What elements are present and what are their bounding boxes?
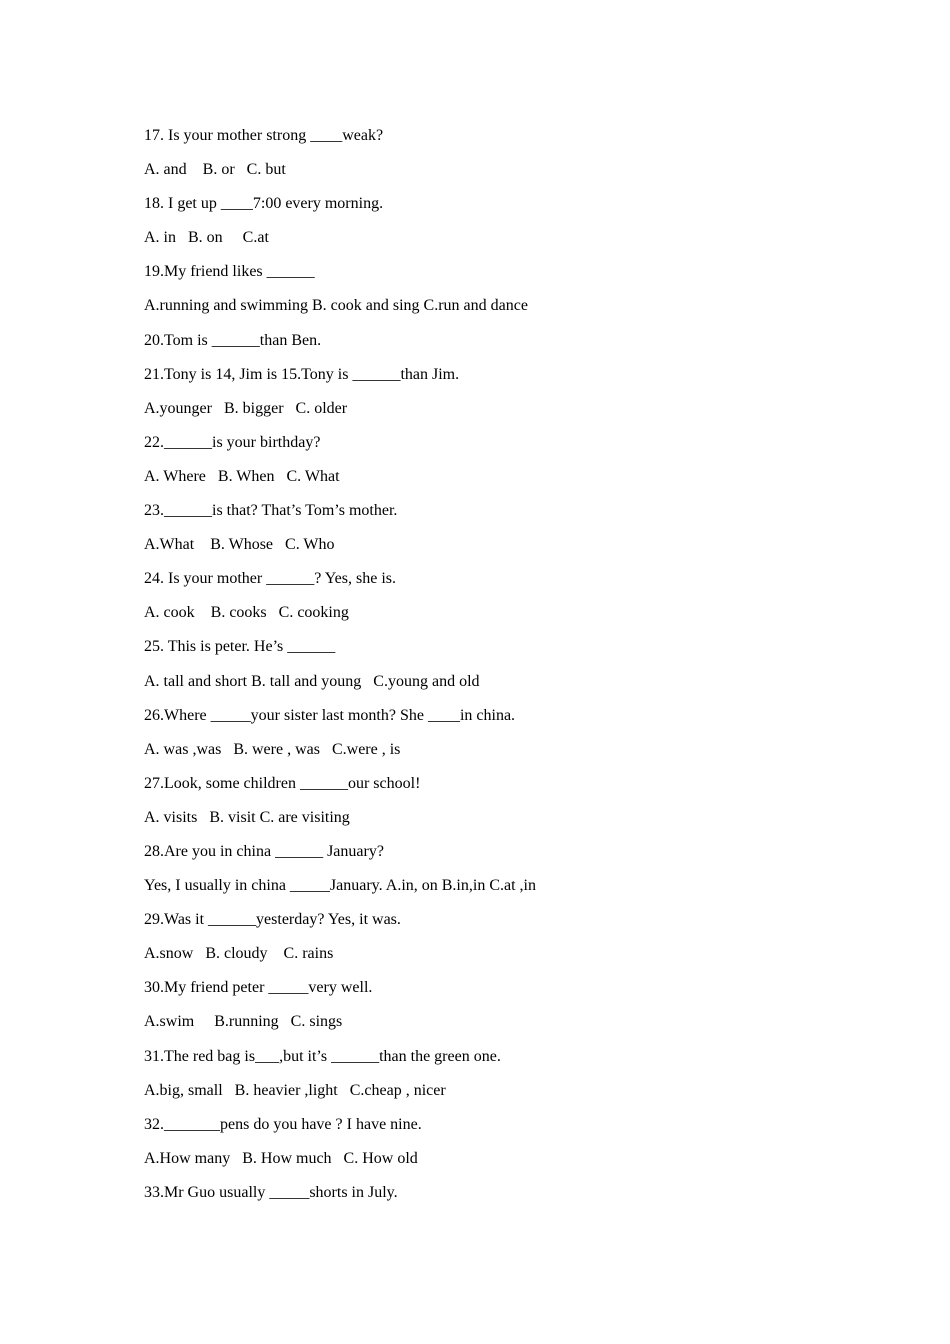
options-17: A. and B. or C. but	[144, 161, 286, 179]
options-22: A. Where B. When C. What	[144, 467, 340, 485]
question-28-continued: Yes, I usually in china _____January. A.in, on B.in,in C.at ,in	[144, 877, 536, 895]
question-29: 29.Was it ______yesterday? Yes, it was.	[144, 911, 401, 929]
options-27: A. visits B. visit C. are visiting	[144, 808, 350, 826]
options-21: A.younger B. bigger C. older	[144, 399, 348, 417]
question-22: 22.______is your birthday?	[144, 433, 321, 451]
question-30: 30.My friend peter _____very well.	[144, 979, 373, 997]
question-32: 32._______pens do you have ? I have nine.	[144, 1115, 422, 1133]
question-17: 17. Is your mother strong ____weak?	[144, 127, 384, 144]
question-26: 26.Where _____your sister last month? She ____in china.	[144, 706, 516, 724]
options-24: A. cook B. cooks C. cooking	[144, 604, 349, 622]
question-21: 21.Tony is 14, Jim is 15.Tony is ______than Jim.	[144, 365, 460, 383]
options-30: A.swim B.running C. sings	[144, 1013, 343, 1031]
question-19: 19.My friend likes ______	[144, 263, 315, 281]
options-18: A. in B. on C.at	[144, 229, 269, 247]
options-29: A.snow B. cloudy C. rains	[144, 945, 334, 963]
options-25: A. tall and short B. tall and young C.young and old	[144, 672, 480, 690]
options-31: A.big, small B. heavier ,light C.cheap , nicer	[144, 1081, 446, 1099]
options-19: A.running and swimming B. cook and sing C.run and dance	[144, 297, 528, 315]
options-32: A.How many B. How much C. How old	[144, 1149, 418, 1167]
question-24: 24. Is your mother ______? Yes, she is.	[144, 570, 396, 588]
question-31: 31.The red bag is___,but it’s ______than the green one.	[144, 1047, 501, 1065]
question-23: 23.______is that? That’s Tom’s mother.	[144, 502, 398, 520]
question-25: 25. This is peter. He’s ______	[144, 638, 336, 656]
options-23: A.What B. Whose C. Who	[144, 536, 335, 554]
question-27: 27.Look, some children ______our school!	[144, 774, 421, 792]
options-26: A. was ,was B. were , was C.were , is	[144, 740, 401, 758]
question-28: 28.Are you in china ______ January?	[144, 842, 384, 860]
question-20: 20.Tom is ______than Ben.	[144, 331, 322, 349]
question-33: 33.Mr Guo usually _____shorts in July.	[144, 1183, 398, 1201]
question-18: 18. I get up ____7:00 every morning.	[144, 195, 384, 213]
question-list	[144, 125, 824, 1216]
